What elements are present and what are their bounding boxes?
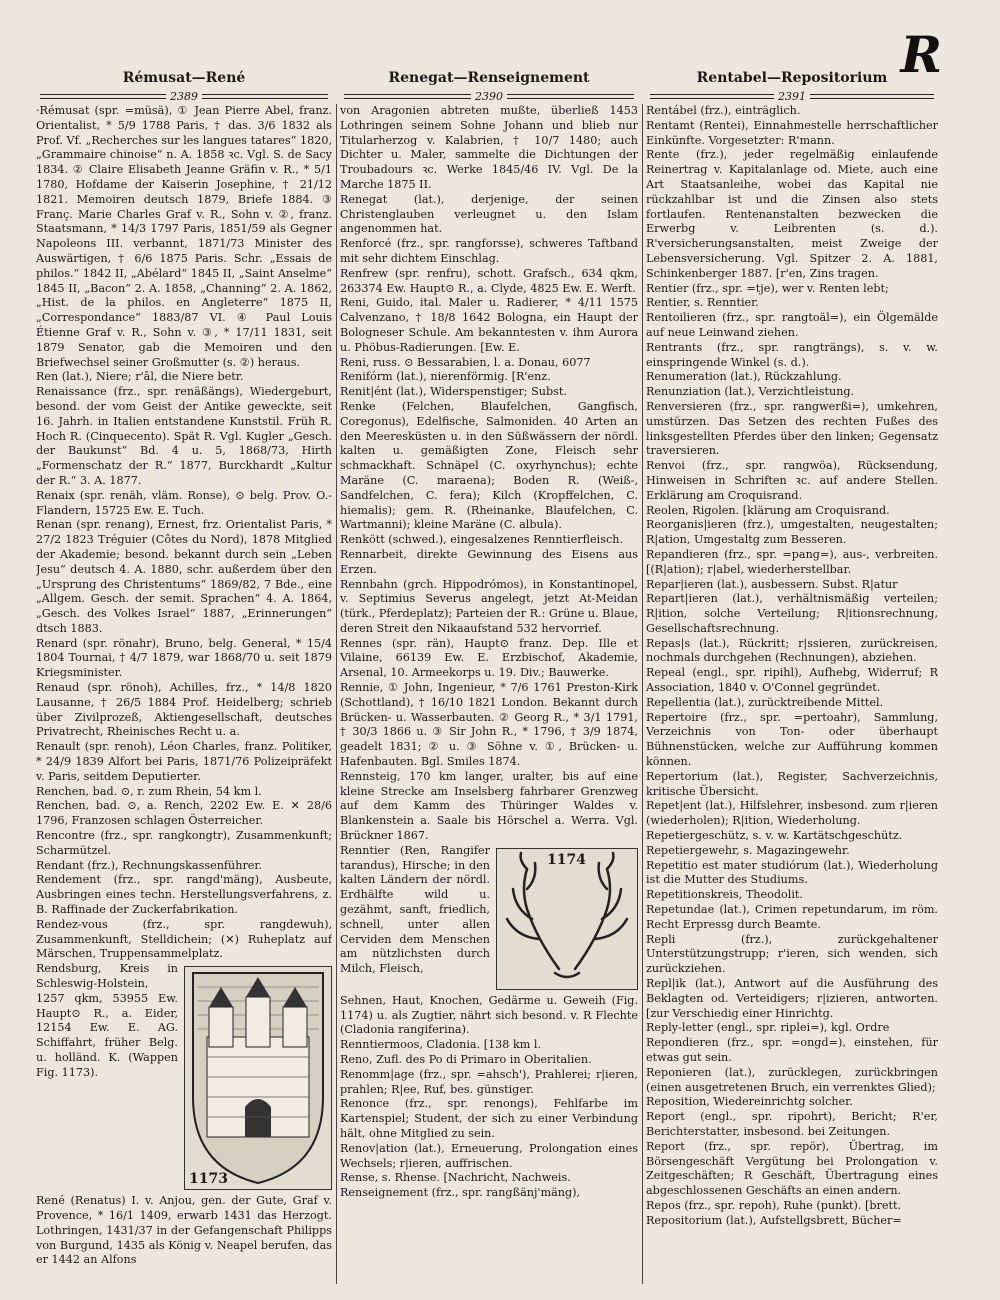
dictionary-entry: Repas|s (lat.), Rückritt; r|ssieren, zurückreisen, nochmals durchgehen (Rechnungen), abziehen. <box>646 636 938 665</box>
dictionary-entry: Rencontre (frz., spr. rangkongtr), Zusammenkunft; Scharmützel. <box>36 829 332 857</box>
dictionary-entry: Rente (frz.), jeder regelmäßig einlaufende Reinertrag v. Kapitalanlage od. Miete, auch eine Art Staatsanleihe, wobei das Kapital nie rückzahlbar ist und die Zinsen also stets fortlaufen. Rentenanstalten bezwecken die Erwerbg v. Leibrenten (s. d.). R'versicherungsanstalten, meist Zweige der Lebensversicherung. Vgl. Spitzer 2. A. 1881, Schinkenberger 1887. [r'en, Zins tragen. <box>646 148 938 280</box>
header-col-2: Renegat—Renseignement <box>388 70 590 86</box>
dictionary-entry: Rennsteig, 170 km langer, uralter, bis auf eine kleine Strecke am Inselsberg fahrbarer Grenzweg auf dem Kamm des Thüringer Waldes v. Blankenstein a. Saale bis Hörschel a. Werra. Vgl. Brückner 1867. <box>340 769 638 843</box>
page-number-col-1: 2389 <box>36 88 332 104</box>
dictionary-entry: Repart|ieren (lat.), verhältnismäßig verteilen; R|ition, solche Verteilung; R|itionsrechnung, Gesellschaftsrechnung. <box>646 592 938 635</box>
entry-list <box>646 104 938 1229</box>
column-1 <box>36 104 332 1284</box>
dictionary-entry: Renntier (Ren, Rangifer tarandus), Hirsche; in den kalten Ländern der nördl. Erdhälfte wild u. gezähmt, sanft, friedlich, schnell, unter allen Cerviden dem Menschen am nützlichsten durch Milch, Fleisch, <box>340 843 490 976</box>
header-col-3: Rentabel—Repositorium <box>696 70 888 86</box>
dictionary-entry: Renntiermoos, Cladonia. [138 km l. <box>340 1038 542 1052</box>
dictionary-entry: Repandieren (frz., spr. =pang=), aus-, verbreiten. [(R|ation); r|abel, wiederherstellbar. <box>646 547 938 576</box>
dictionary-entry: Repositorium (lat.), Aufstellgsbrett, Bücher= <box>646 1213 902 1227</box>
dictionary-entry: Rendsburg, Kreis in Schleswig-Holstein, 1257 qkm, 53955 Ew. Haupt⊙ R., a. Eider, 12154 Ew. E. AG. Schiffahrt, früher Belg. u. holländ. K. (Wappen Fig. 1173). <box>36 962 178 1079</box>
dictionary-entry: Renonce (frz., spr. renongs), Fehlfarbe im Kartenspiel; Student, der sich zu einer Verbindung hält, ohne Mitglied zu sein. <box>340 1097 638 1141</box>
column-rule <box>642 104 643 1284</box>
dictionary-entry: Renit|ént (lat.), Widerspenstiger; Subst. <box>340 385 567 399</box>
dictionary-entry: Reponieren (lat.), zurücklegen, zurückbringen (einen ausgetretenen Bruch, ein verrenktes Glied); <box>646 1065 938 1094</box>
dictionary-entry: Rentier (frz., spr. =tje), wer v. Renten lebt; <box>646 281 889 295</box>
antlers-icon <box>497 849 637 989</box>
dictionary-entry: Repertorium (lat.), Register, Sachverzeichnis, kritische Übersicht. <box>646 769 938 798</box>
dictionary-entry: Renchen, bad. ⊙, a. Rench, 2202 Ew. E. ✕ 28/6 1796, Franzosen schlagen Österreicher. <box>36 799 332 828</box>
dictionary-entry: Rendant (frz.), Rechnungskassenführer. <box>36 858 263 872</box>
dictionary-entry: Report (frz., spr. repör), Übertrag, im Börsengeschäft Vergütung bei Prolongation v. Zeitgeschäften; R Geschäft, Übertragung eines abgeschlossenen Geschäfts an einen andern. <box>646 1139 938 1198</box>
dictionary-entry: Repos (frz., spr. repoh), Ruhe (punkt). [brett. <box>646 1198 902 1212</box>
dictionary-entry: Renifórm (lat.), nierenförmig. [R'enz. <box>340 370 551 384</box>
entry-list <box>340 104 638 844</box>
dictionary-entry: Repertoire (frz., spr. =pertoahr), Sammlung, Verzeichnis von Ton- oder überhaupt Bühnenstücken, welche zur Aufführung kommen können. <box>646 710 938 769</box>
page-number-col-2: 2390 <box>340 88 638 104</box>
dictionary-entry: von Aragonien abtreten mußte, überließ 1453 Lothringen seinem Sohne Johann und blieb nur Titularherzog v. Kalabrien, † 10/7 1480; auch Dichter u. Maler, sammelte die Dichtungen der Troubadours ꝛc. Werke 1845/46 IV. Vgl. De la Marche 1875 II. <box>340 104 638 191</box>
dictionary-entry: Renegat (lat.), derjenige, der seinen Christenglauben verleugnet u. den Islam angenommen hat. <box>340 192 638 236</box>
dictionary-entry: Renvoi (frz., spr. rangwöa), Rücksendung, Hinweisen in Schriften ꝛc. auf andere Stellen. Erklärung am Croquisrand. <box>646 459 938 502</box>
dictionary-entry: Reni, Guido, ital. Maler u. Radierer, * 4/11 1575 Calvenzano, † 18/8 1642 Bologna, ein Haupt der Bologneser Schule. Am bekanntesten v. ihm Aurora u. Phöbus-Radierungen. [Ew. E. <box>340 296 638 354</box>
dictionary-entry: Rennarbeit, direkte Gewinnung des Eisens aus Erzen. <box>340 547 638 576</box>
dictionary-entry: Renumeration (lat.), Rückzahlung. <box>646 370 842 384</box>
dictionary-entry: Renunziation (lat.), Verzichtleistung. <box>646 385 855 399</box>
dictionary-entry: Repetundae (lat.), Crimen repetundarum, im röm. Recht Erpressg durch Beamte. <box>646 903 938 931</box>
dictionary-entry: Rentoilieren (frz., spr. rangtoäl=), ein Ölgemälde auf neue Leinwand ziehen. <box>646 311 938 339</box>
dictionary-entry: Renaud (spr. rönoh), Achilles, frz., * 14/8 1820 Lausanne, † 26/5 1884 Prof. Heidelberg; schrieb über Zivilprozeß, Aktiengesellschaft, deutsches Privatrecht, Rheinisches Recht u. a. <box>36 681 332 739</box>
entry-list <box>340 994 638 1201</box>
dictionary-entry: Repondieren (frz., spr. =ongd=), einstehen, für etwas gut sein. <box>646 1036 938 1064</box>
dictionary-entry: Reposition, Wiedereinrichtg solcher. <box>646 1095 853 1109</box>
dictionary-entry: Renard (spr. rönahr), Bruno, belg. General, * 15/4 1804 Tournai, † 4/7 1879, war 1868/70 u. seit 1879 Kriegsminister. <box>36 636 332 680</box>
dictionary-entry: Rendement (frz., spr. rangd'mäng), Ausbeute, Ausbringen eines techn. Herstellungsverfahrens, z. B. Raffinade der Zuckerfabrikation. <box>36 873 332 917</box>
castle-arms-icon <box>185 967 331 1189</box>
dictionary-entry: Rennbahn (grch. Hippodrómos), in Konstantinopel, v. Septimius Severus angelegt, jetzt At-Meidan (türk., Pferdeplatz); Parteien der R.: Grüne u. Blaue, deren Streit den Nikaaufstand 532 hervorrief. <box>340 577 638 635</box>
dictionary-entry: Renkött (schwed.), eingesalzenes Renntierfleisch. <box>340 533 624 547</box>
antler-figure <box>496 848 638 990</box>
dictionary-entry: René (Renatus) I. v. Anjou, gen. der Gute, Graf v. Provence, * 16/1 1409, erwarb 1431 das Herzogt. Lothringen, 1431/37 in der Gefangenschaft Philipps von Burgund, 1435 als König v. Neapel berufen, das er 1442 an Alfons <box>36 1194 332 1267</box>
dictionary-entry: Rennie, ① John, Ingenieur, * 7/6 1761 Preston-Kirk (Schottland), † 16/10 1821 London. Bekannt durch Brücken- u. Wasserbauten. ② Georg R., * 3/1 1791, † 30/3 1866 u. ③ Sir John R., * 1796, † 3/9 1874, geadelt 1831; ② u. ③ Söhne v. ①, Brücken- u. Hafenbauten. Bgl. Smiles 1874. <box>340 681 638 769</box>
dictionary-entry: Renke (Felchen, Blaufelchen, Gangfisch, Coregonus), Edelfische, Salmoniden. 40 Arten an den Meeresküsten u. in den Süßwässern der nördl. kalten u. gemäßigten Zone, Fleisch sehr schmackhaft. Schnäpel (C. oxyrhynchus); echte Maräne (C. maraena); Boden R. (Weiß-, Sandfelchen, C. fera); Kilch (Kropffelchen, C. hiemalis); gem. R. (Rheinanke, Blaufelchen, C. Wartmanni); kleine Maräne (C. albula). <box>340 399 638 532</box>
dictionary-entry: Renforcé (frz., spr. rangforsse), schweres Taftband mit sehr dichtem Einschlag. <box>340 237 638 265</box>
dictionary-entry: Report (engl., spr. ripohrt), Bericht; R'er, Berichterstatter, insbesond. bei Zeitungen. <box>646 1110 938 1138</box>
coat-of-arms-figure <box>184 966 332 1190</box>
dictionary-entry: Renaix (spr. renäh, vläm. Ronse), ⊙ belg. Prov. O.-Flandern, 15725 Ew. E. Tuch. <box>36 488 332 517</box>
dictionary-entry: Renault (spr. renoh), Léon Charles, franz. Politiker, * 24/9 1839 Alfort bei Paris, 1871/76 Polizeipräfekt v. Paris, seitdem Deputierter. <box>36 740 332 783</box>
dictionary-entry: Repet|ent (lat.), Hilfslehrer, insbesond. zum r|ieren (wiederholen); R|ition, Wiederholung. <box>646 799 938 828</box>
dictionary-entry: Renan (spr. renang), Ernest, frz. Orientalist Paris, * 27/2 1823 Tréguier (Côtes du Nord), 1878 Mitglied der Akademie; besond. bekannt durch sein „Leben Jesu“ deutsch 4. A. 1880, schr. außerdem über den „Ursprung des Christentums“ 1869/82, 7 Bde., eine „Allgem. Gesch. der semit. Sprachen“ 4. A. 1864, „Gesch. des Volkes Israel“ 1887, „Erinnerungen“ dtsch 1883. <box>36 518 332 635</box>
section-letter: R <box>900 25 942 84</box>
dictionary-entry: ·Rémusat (spr. =müsä), ① Jean Pierre Abel, franz. Orientalist, * 5/9 1788 Paris, † das. 3/6 1832 als Prof. Vf. „Recherches sur les langues tatares“ 1820, „Grammaire chinoise“ n. A. 1858 ꝛc. Vgl. S. de Sacy 1834. ② Claire Elisabeth Jeanne Gräfin v. R., * 5/1 1780, Hofdame der Kaiserin Josephine, † 21/12 1821. Memoiren deutsch 1879, Briefe 1884. ③ Franç. Marie Charles Graf v. R., Sohn v. ②, franz. Staatsmann, * 14/3 1797 Paris, 1851/59 als Gegner Napoleons III. verbannt, 1871/73 Minister des Auswärtigen, † 6/6 1875 Paris. Schr. „Essais de philos.“ 1842 II, „Abélard“ 1845 II, „Saint Anselme“ 1845 II, „Bacon“ 2. A. 1858, „Channing“ 2. A. 1862, „Hist. de la philos. en Angleterre“ 1875 II, „Correspondance“ 1883/87 VI. ④ Paul Louis Étienne Graf v. R., Sohn v. ③, * 17/11 1831, seit 1879 Senator, gab die Memoiren und den Briefwechsel seiner Großmutter (s. ②) heraus. <box>36 104 332 369</box>
dictionary-entry: Repar|ieren (lat.), ausbessern. Subst. R|atur <box>646 577 898 591</box>
figure-number: 1173 <box>189 1171 228 1188</box>
dictionary-entry: Renversieren (frz., spr. rangwerßi=), umkehren, umstürzen. Das Setzen des rechten Fußes des linksgestellten Pferdes über den linken; Gegensatz traversieren. <box>646 399 938 458</box>
dictionary-entry: Repetiergeschütz, s. v. w. Kartätschgeschütz. <box>646 829 903 843</box>
dictionary-entry: Repetitio est mater studiórum (lat.), Wiederholung ist die Mutter des Studiums. <box>646 858 938 887</box>
dictionary-entry: Repl|ik (lat.), Antwort auf die Ausführung des Beklagten od. Verteidigers; r|izieren, antworten. [zur Verschiedig einer Hinrichtg. <box>646 977 938 1020</box>
entry-list <box>36 104 332 962</box>
dictionary-entry: Renchen, bad. ⊙, r. zum Rhein, 54 km l. <box>36 784 262 798</box>
dictionary-entry: Rense, s. Rhense. [Nachricht, Nachweis. <box>340 1171 571 1185</box>
column-2 <box>340 104 638 1284</box>
dictionary-entry: Repetiergewehr, s. Magazingewehr. <box>646 843 850 857</box>
dictionary-entry: Repetitionskreis, Theodolit. <box>646 888 803 902</box>
dictionary-entry: Rentier, s. Renntier. <box>646 296 759 310</box>
dictionary-entry: Rennes (spr. rän), Haupt⊙ franz. Dep. Ille et Vilaine, 66139 Ew. E. Erzbischof, Akademie, Arsenal, 10. Armeekorps u. 19. Div.; Bauwerke. <box>340 636 638 680</box>
dictionary-entry: Reolen, Rigolen. [klärung am Croquisrand. <box>646 503 890 517</box>
dictionary-entry: Renfrew (spr. renfru), schott. Grafsch., 634 qkm, 263374 Ew. Haupt⊙ R., a. Clyde, 4825 Ew. E. Werft. <box>340 266 638 295</box>
dictionary-entry: Renov|ation (lat.), Erneuerung, Prolongation eines Wechsels; r|ieren, auffrischen. <box>340 1141 638 1170</box>
dictionary-entry: Reply-letter (engl., spr. riplei=), kgl. Ordre <box>646 1021 890 1035</box>
dictionary-entry: Renseignement (frz., spr. rangßänj'mäng), <box>340 1186 581 1200</box>
column-rule <box>336 104 337 1284</box>
header-col-1: Rémusat—René <box>122 70 246 86</box>
column-3 <box>646 104 938 1284</box>
dictionary-entry: Rentamt (Rentei), Einnahmestelle herrschaftlicher Einkünfte. Vorgesetzter: R'mann. <box>646 118 938 147</box>
dictionary-entry: Renomm|age (frz., spr. =ahsch'), Prahlerei; r|ieren, prahlen; R|ee, Ruf, bes. günstiger. <box>340 1067 638 1096</box>
dictionary-entry: Sehnen, Haut, Knochen, Gedärme u. Geweih (Fig. 1174) u. als Zugtier, nährt sich besond. v. R Flechte (Cladonia rangiferina). <box>340 993 638 1037</box>
dictionary-entry: Repli (frz.), zurückgehaltener Unterstützungstrupp; r'ieren, sich wenden, sich zurückziehen. <box>646 932 938 976</box>
dictionary-entry: Rentábel (frz.), einträglich. <box>646 104 801 117</box>
page-number-col-3: 2391 <box>646 88 938 104</box>
dictionary-entry: Rendez-vous (frz., spr. rangdewuh), Zusammenkunft, Stelldichein; (✕) Ruheplatz auf Märschen, Truppensammelplatz. <box>36 917 332 961</box>
dictionary-entry: Rentrants (frz., spr. rangträngs), s. v. w. einspringende Winkel (s. d.). <box>646 340 938 369</box>
dictionary-entry: Repeal (engl., spr. ripihl), Aufhebg, Widerruf; R Association, 1840 v. O'Connel gegründet. <box>646 666 938 695</box>
dictionary-entry: Reni, russ. ⊙ Bessarabien, l. a. Donau, 6077 <box>340 355 591 369</box>
dictionary-entry: Reno, Zufl. des Po di Primaro in Oberitalien. <box>340 1053 592 1067</box>
dictionary-entry: Ren (lat.), Niere; r'āl, die Niere betr. <box>36 370 244 384</box>
page-numbers <box>36 88 938 104</box>
dictionary-entry: Renaissance (frz., spr. renäßängs), Wiedergeburt, besond. der vom Geist der Antike geweckte, seit 16. Jahrh. in Italien entstandene Kunststil. Früh R. Hoch R. (Cinquecento). Spät R. Vgl. Kugler „Gesch. der Baukunst“ Bd. 4 u. 5, 1868/73, Hirth „Formenschatz der R.“ 1877, Burckhardt „Kultur der R.“ 3. A. 1877. <box>36 385 332 487</box>
dictionary-entry: Reorganis|ieren (frz.), umgestalten, neugestalten; R|ation, Umgestaltg zum Besseren. <box>646 518 938 547</box>
figure-number: 1174 <box>547 851 586 868</box>
dictionary-entry: Repellentia (lat.), zurücktreibende Mittel. <box>646 695 884 709</box>
